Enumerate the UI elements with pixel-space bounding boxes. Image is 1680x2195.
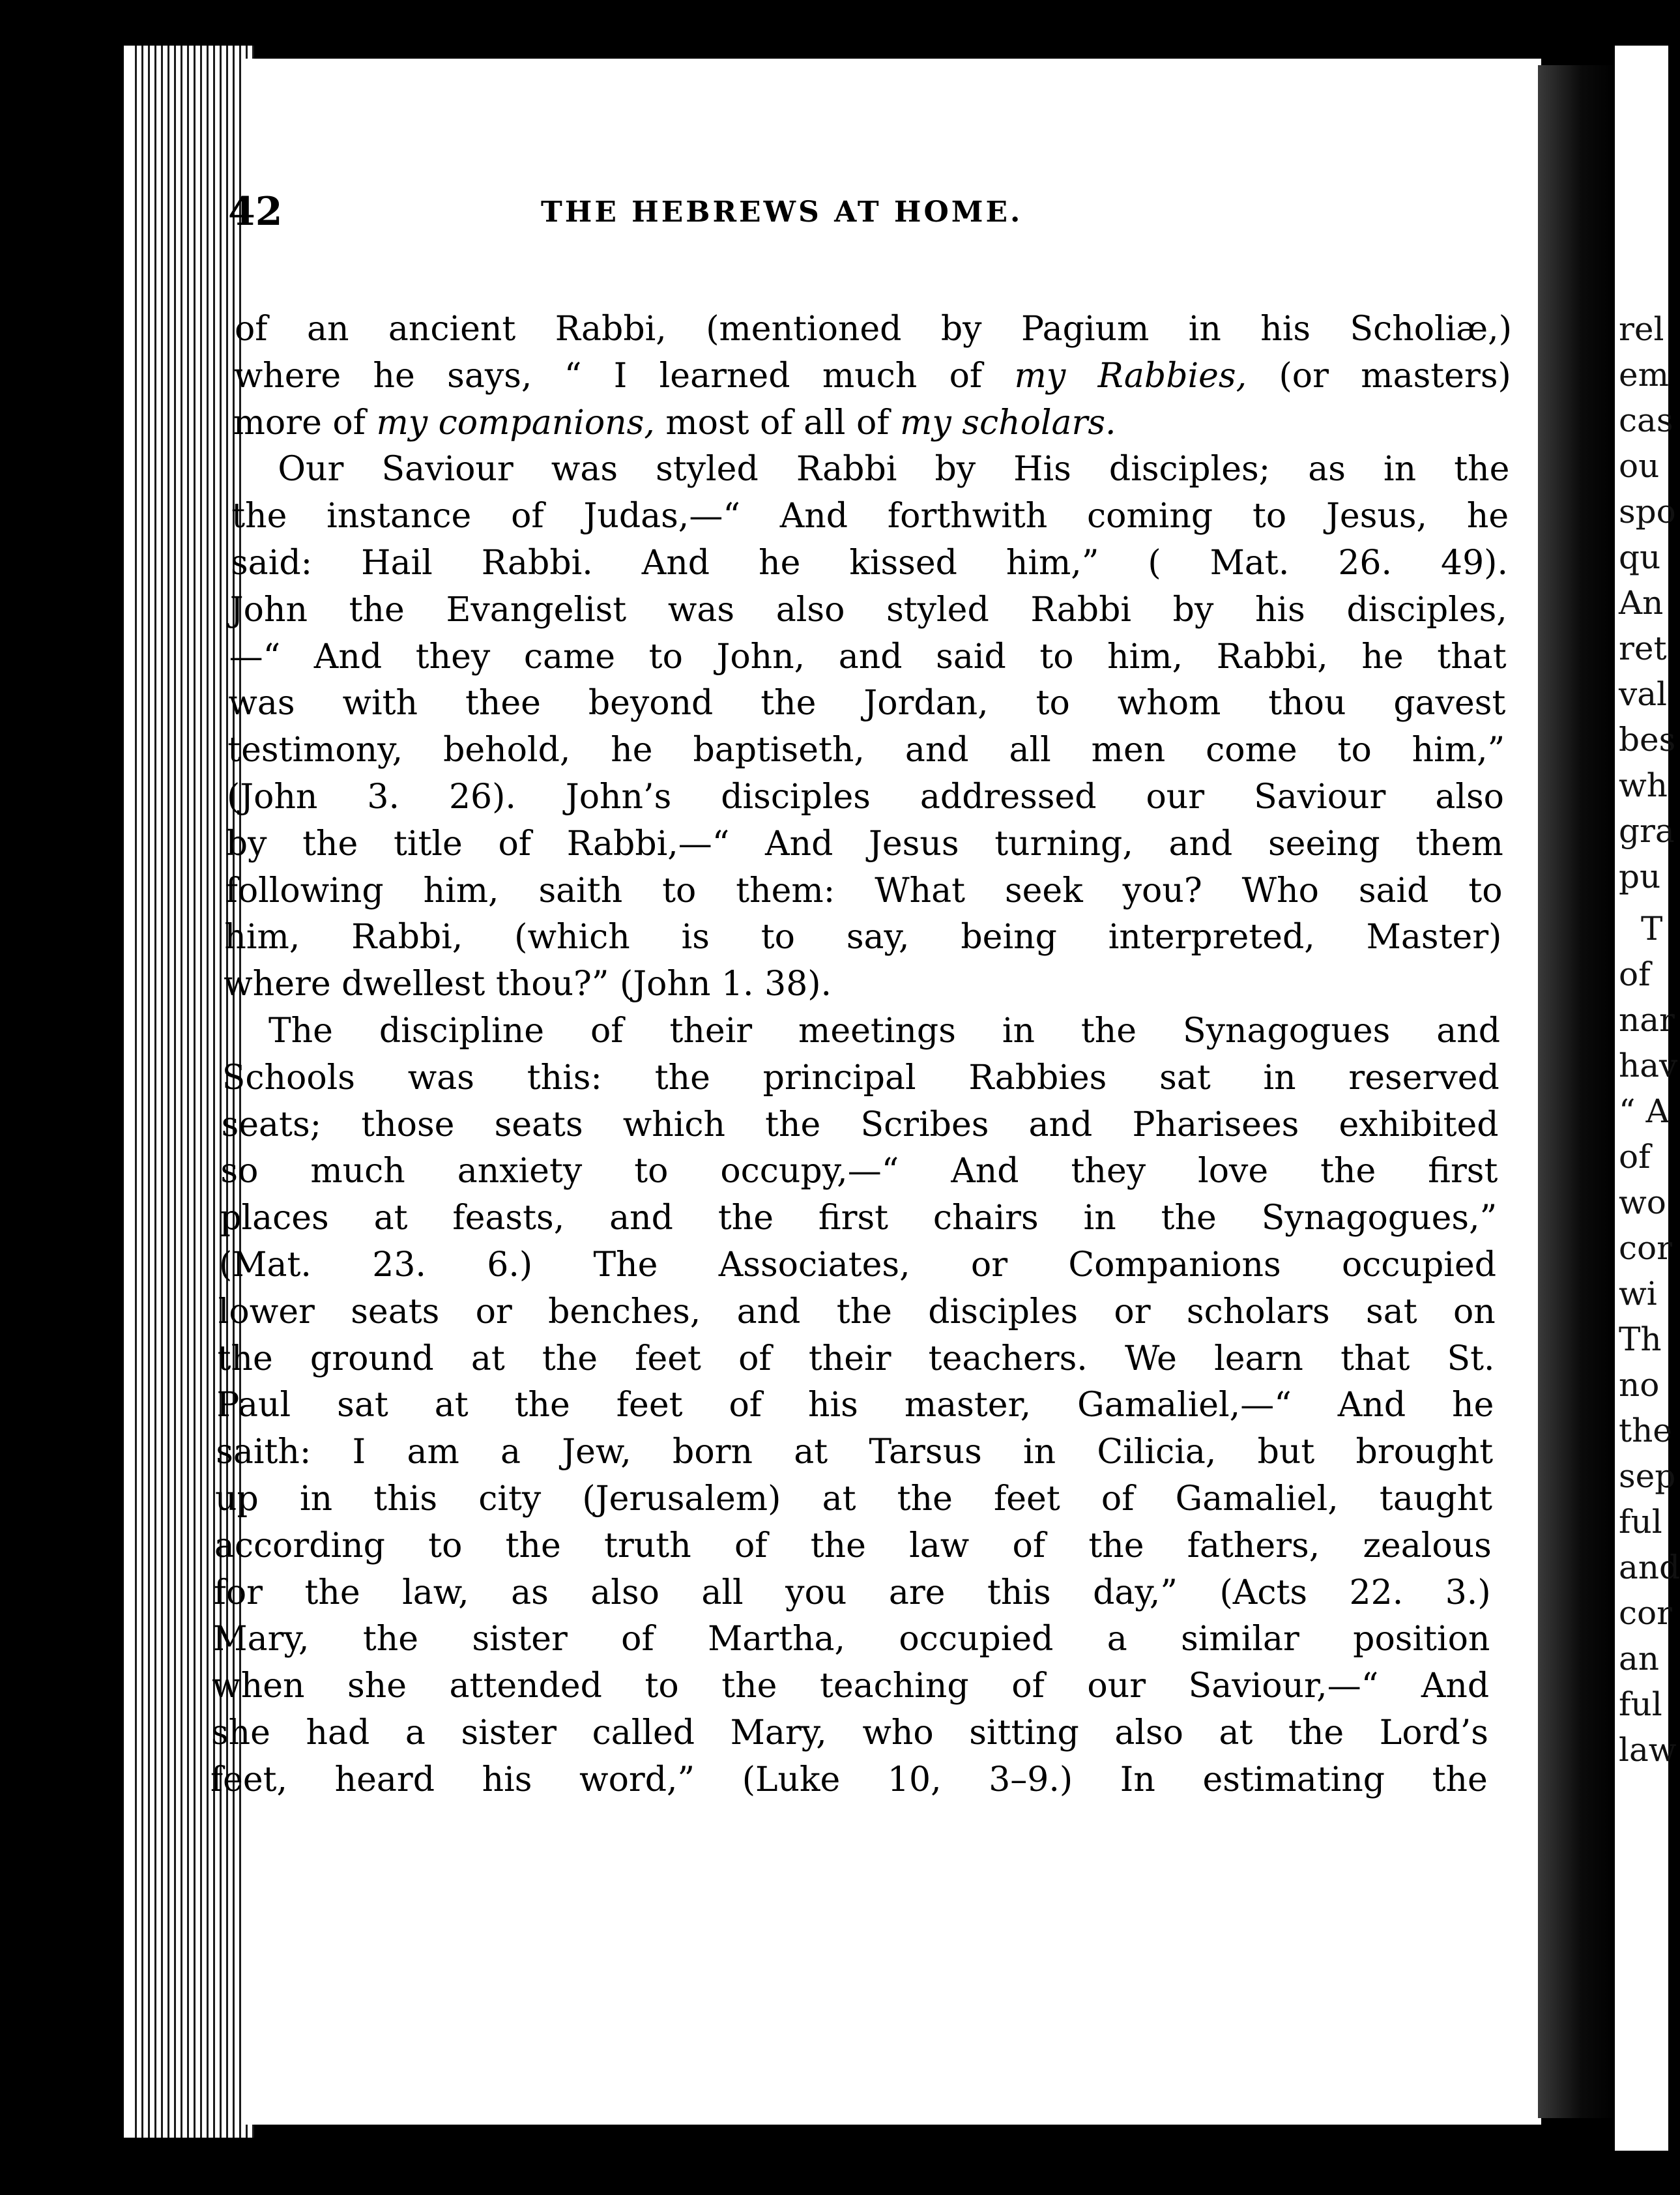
text-line: [222, 1102, 1499, 1149]
text-line: [226, 821, 1503, 868]
text-line: [224, 914, 1501, 961]
text-line: [231, 540, 1508, 587]
next-page-fragment: an: [1619, 1640, 1660, 1678]
next-page-fragment: T: [1641, 910, 1663, 948]
text-line: [231, 493, 1509, 540]
line-text: him, Rabbi, (which is to say, being interpreted, Master): [224, 918, 1502, 957]
text-line: [222, 1055, 1499, 1102]
text-line: [218, 1289, 1496, 1336]
line-text: feet, heard his word,” (Luke 10, 3–9.) In estimating the: [210, 1760, 1488, 1799]
line-text: the ground at the feet of their teachers. We learn that St.: [217, 1339, 1495, 1378]
italic-text: my Rabbies,: [1014, 356, 1247, 396]
page-header: [228, 176, 1303, 235]
next-page-fragment: gra: [1619, 812, 1675, 850]
next-page-fragment: bes: [1619, 721, 1676, 759]
line-text: seats; those seats which the Scribes and Pharisees exhibited: [221, 1105, 1499, 1144]
text-line: [233, 400, 1511, 447]
text-line: [220, 1148, 1498, 1195]
next-page-fragment: hav: [1619, 1047, 1678, 1084]
next-page-fragment: cas: [1619, 401, 1673, 439]
line-text: Our Saviour was styled Rabbi by His disciples; as in the: [278, 450, 1510, 489]
next-page-fragment: spo: [1619, 493, 1676, 531]
line-text: when she attended to the teaching of our Saviour,—“ And: [212, 1666, 1490, 1706]
gutter-shadow: [1538, 65, 1616, 2118]
text-line: [225, 868, 1503, 915]
next-page-fragment: law: [1619, 1731, 1677, 1769]
line-text: (or masters): [1247, 356, 1511, 396]
line-text: places at feasts, and the first chairs in the Synagogues,”: [220, 1199, 1498, 1238]
next-page-fragment: Th: [1619, 1320, 1662, 1358]
next-page-fragment: no: [1619, 1366, 1660, 1404]
line-text: John the Evangelist was also styled Rabbi by his disciples,: [229, 590, 1507, 630]
line-text: saith: I am a Jew, born at Tarsus in Cilicia, but brought: [216, 1432, 1494, 1472]
text-line: [210, 1757, 1488, 1804]
next-page-fragment: ful: [1619, 1503, 1662, 1541]
next-page-fragment: ou: [1619, 447, 1660, 485]
next-page-fragment: wo: [1619, 1184, 1666, 1221]
text-line: [224, 961, 1501, 1008]
body-text: [210, 306, 1512, 1804]
line-text: (Mat. 23. 6.) The Associates, or Companions occupied: [219, 1245, 1496, 1285]
text-line: [212, 1616, 1490, 1663]
line-text: Schools was this: the principal Rabbies sat in reserved: [222, 1058, 1499, 1098]
line-text: where dwellest thou?” (John 1. 38).: [224, 965, 832, 1004]
next-page-fragment: sep: [1619, 1457, 1676, 1495]
next-page-fragment: wh: [1619, 766, 1668, 804]
next-page-fragment: pu: [1619, 858, 1661, 895]
next-page-fragment: ret: [1619, 630, 1667, 667]
text-line: [220, 1195, 1497, 1242]
next-page-fragment: wi: [1619, 1275, 1657, 1313]
text-line: [227, 727, 1505, 774]
next-page-fragment: em: [1619, 356, 1670, 394]
text-line: [216, 1382, 1494, 1429]
next-page-fragment: “ A: [1619, 1092, 1670, 1130]
text-line: [228, 680, 1505, 727]
line-text: following him, saith to them: What seek you? Who said to: [225, 871, 1503, 910]
page-number: 42: [228, 189, 283, 235]
next-page-fragment: cor: [1619, 1229, 1673, 1267]
line-text: was with thee beyond the Jordan, to whom thou gavest: [228, 684, 1506, 723]
text-line: [218, 1336, 1495, 1383]
line-text: testimony, behold, he baptiseth, and all men come to him,”: [227, 731, 1505, 770]
italic-text: my companions,: [376, 403, 655, 443]
next-page-fragment: cor: [1619, 1594, 1673, 1632]
text-line: [229, 634, 1507, 681]
next-page-fragment: val: [1619, 675, 1668, 713]
next-page-fragment: the: [1619, 1412, 1672, 1449]
text-line: [212, 1663, 1489, 1710]
text-line: [227, 774, 1504, 821]
text-line: [232, 446, 1509, 493]
next-page-fragment: ful: [1619, 1685, 1662, 1723]
next-page-fragment: An: [1619, 584, 1664, 622]
line-text: she had a sister called Mary, who sitting also at the Lord’s: [211, 1713, 1488, 1752]
line-text: —“ And they came to John, and said to him, Rabbi, he that: [229, 637, 1507, 676]
text-line: [230, 587, 1507, 634]
line-text: (John 3. 26). John’s disciples addressed our Saviour also: [227, 777, 1504, 817]
next-page-fragment: qu: [1619, 538, 1661, 576]
line-text: up in this city (Jerusalem) at the feet of Gamaliel, taught: [215, 1479, 1492, 1519]
text-line: [223, 1008, 1500, 1055]
italic-text: my scholars.: [900, 403, 1116, 443]
line-text: most of all of: [654, 403, 901, 443]
next-page-fragment: of: [1619, 955, 1651, 993]
next-page-margin: [1615, 46, 1680, 2151]
line-text: Paul sat at the feet of his master, Gamaliel,—“ And he: [216, 1386, 1494, 1425]
running-title: THE HEBREWS AT HOME.: [541, 196, 1023, 229]
next-page-fragment: and: [1619, 1548, 1680, 1586]
text-line: [234, 353, 1511, 400]
text-line: [214, 1570, 1491, 1617]
line-text: Mary, the sister of Martha, occupied a similar position: [212, 1620, 1490, 1659]
line-text: lower seats or benches, and the disciples or scholars sat on: [218, 1292, 1496, 1331]
line-text: by the title of Rabbi,—“ And Jesus turning, and seeing them: [225, 824, 1503, 864]
text-line: [216, 1429, 1493, 1476]
text-line: [235, 306, 1512, 353]
line-text: more of: [233, 403, 377, 443]
next-page-fragment: rel: [1619, 310, 1664, 348]
line-text: for the law, as also all you are this day,” (Acts 22. 3.): [213, 1573, 1491, 1612]
text-line: [211, 1710, 1488, 1757]
line-text: where he says, “ I learned much of: [233, 356, 1015, 396]
line-text: The discipline of their meetings in the Synagogues and: [268, 1011, 1500, 1051]
next-page-fragment: nar: [1619, 1001, 1675, 1039]
line-text: said: Hail Rabbi. And he kissed him,” ( Mat. 26. 49).: [231, 543, 1508, 583]
line-text: so much anxiety to occupy,—“ And they love the first: [220, 1152, 1498, 1191]
text-line: [219, 1242, 1496, 1289]
line-text: of an ancient Rabbi, (mentioned by Pagium in his Scholiæ,): [235, 310, 1512, 349]
next-page-fragment: of: [1619, 1138, 1651, 1176]
text-line: [215, 1476, 1492, 1523]
line-text: the instance of Judas,—“ And forthwith coming to Jesus, he: [231, 497, 1509, 536]
text-line: [214, 1523, 1492, 1570]
line-text: according to the truth of the law of the fathers, zealous: [214, 1526, 1492, 1565]
